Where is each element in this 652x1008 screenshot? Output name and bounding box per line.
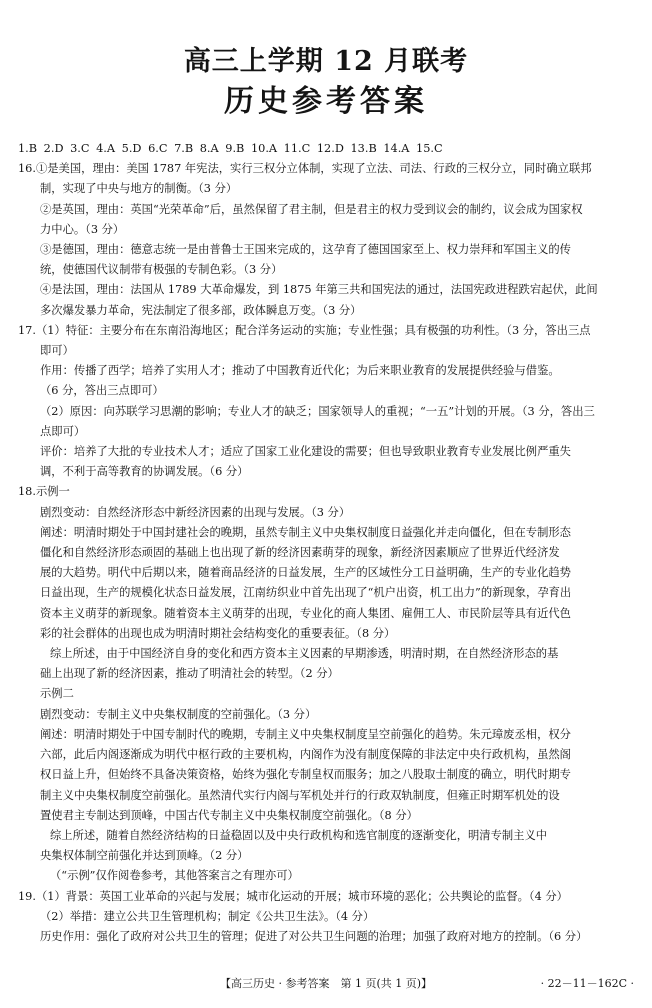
q18-line: 权日益上升，但始终不具备决策资格，始终为强化专制皇权而服务；加之八股取士制度的确立，明代时期专 [40, 768, 571, 782]
q18-line: 置使君主专制达到顶峰，中国古代专制主义中央集权制度空前强化。（8 分） [40, 808, 418, 822]
q17-line: （2）原因：向苏联学习思潮的影响；专业人才的缺乏；国家领导人的重视；“一五”计划的开展。（3 分，答出三 [40, 404, 595, 418]
q18-line: 示例二 [40, 687, 74, 701]
q18-line: 彩的社会群体的出现也成为明清时期社会结构变化的重要表征。（8 分） [40, 626, 396, 640]
q18-line: 僵化和自然经济形态顽固的基础上也出现了新的经济因素萌芽的现象，新经济因素顺应了世界近代经济发 [40, 546, 560, 560]
q17-line: 点即可） [40, 424, 86, 438]
q17-line: 评价：培养了大批的专业技术人才；适应了国家工业化建设的需要；但也导致职业教育专业发展比例严重失 [40, 445, 571, 459]
q18-line: 阐述：明清时期处于中国专制时代的晚期，专制主义中央集权制度呈空前强化的趋势。朱元璋废丞相，权分 [40, 727, 571, 741]
mc-answers: 1.B 2.D 3.C 4.A 5.D 6.C 7.B 8.A 9.B 10.A 11.C 12.D 13.B 14.A 15.C [18, 142, 443, 155]
q16-line: 多次爆发暴力革命，宪法制定了很多部，政体瞬息万变。（3 分） [40, 303, 362, 317]
q16-line: ④是法国，理由：法国从 1789 大革命爆发，到 1875 年第三共和国宪法的通过，法国宪政进程跌宕起伏，此间 [40, 283, 598, 297]
q18-line: 综上所述，由于中国经济自身的变化和西方资本主义因素的早期渗透，明清时期，在自然经济形态的基 [50, 647, 559, 661]
q18-line: 综上所述，随着自然经济结构的日益稳固以及中央行政机构和选官制度的逐渐变化，明清专制主义中 [50, 828, 548, 842]
q16-line: 统，使德国代议制带有极强的专制色彩。（3 分） [40, 263, 283, 277]
q16-line: 制，实现了中央与地方的制衡。（3 分） [40, 182, 238, 196]
q16-line: 力中心。（3 分） [40, 222, 125, 236]
page-subtitle: 历史参考答案 [224, 84, 428, 119]
q18-line: 展的大趋势。明代中后期以来，随着商品经济的日益发展，生产的区域性分工日益明确，生产的专业化趋势 [40, 566, 571, 580]
answer-content [18, 139, 638, 947]
q19-line: （2）举措：建立公共卫生管理机构；制定《公共卫生法》。（4 分） [40, 909, 375, 923]
page-title: 高三上学期 12 月联考 [183, 46, 469, 77]
question-16 [18, 159, 638, 321]
q18-note: （“示例”仅作阅卷参考，其他答案言之有理亦可） [50, 869, 299, 883]
q17-line: 即可） [40, 344, 74, 358]
q18-heading: 18.示例一 [18, 485, 70, 499]
q18-line: 央集权体制空前强化并达到顶峰。（2 分） [40, 849, 249, 863]
question-17 [18, 321, 638, 483]
q17-line: 调，不利于高等教育的协调发展。（6 分） [40, 465, 249, 479]
q17-line: 作用：传播了西学；培养了实用人才；推动了中国教育近代化；为后来职业教育的发展提供经验与借鉴。 [40, 364, 560, 378]
q18-line: 资本主义萌芽的新现象。随着资本主义萌芽的出现，专业化的商人集团、雇佣工人、市民阶层等具有近代色 [40, 606, 571, 620]
q18-line: 础上出现了新的经济因素，推动了明清社会的转型。（2 分） [40, 667, 339, 681]
q16-line: 16.①是美国，理由：美国 1787 年宪法，实行三权分立体制，实现了立法、司法、行政的三权分立，同时确立联邦 [18, 162, 592, 176]
q17-line: 17.（1）特征：主要分布在东南沿海地区；配合洋务运动的实施；专业性强；具有极强的功利性。（3 分，答出三点 [18, 323, 591, 337]
q18-line: 剧烈变动：专制主义中央集权制度的空前强化。（3 分） [40, 707, 317, 721]
q19-line: 19.（1）背景：英国工业革命的兴起与发展；城市化运动的开展；城市环境的恶化；公共舆论的监督。（4 分） [18, 889, 568, 903]
q18-line: 日益出现，生产的规模化状态日益发展，江南纺织业中首先出现了“机户出资，机工出力”的新现象，孕育出 [40, 586, 572, 600]
q18-line: 制主义中央集权制度空前强化。虽然清代实行内阁与军机处并行的行政双轨制度，但雍正时期军机处的设 [40, 788, 560, 802]
question-19 [18, 887, 638, 948]
q16-line: ③是德国，理由：德意志统一是由普鲁士王国来完成的，这孕育了德国国家至上、权力崇拜和军国主义的传 [40, 243, 571, 257]
footer-code: · 22－11－162C · [540, 977, 634, 990]
q17-line: （6 分，答出三点即可） [40, 384, 164, 398]
q18-line: 阐述：明清时期处于中国封建社会的晚期，虽然专制主义中央集权制度日益强化并走向僵化，但在专制形态 [40, 525, 571, 539]
question-18 [18, 482, 638, 886]
q18-line: 剧烈变动：自然经济形态中新经济因素的出现与发展。（3 分） [40, 505, 351, 519]
q16-line: ②是英国，理由：英国“光荣革命”后，虽然保留了君主制，但是君主的权力受到议会的制约，议会成为国家权 [40, 202, 583, 216]
q18-line: 六部，此后内阁逐渐成为明代中枢行政的主要机构，内阁作为没有制度保障的非法定中央行政机构，虽然阁 [40, 748, 571, 762]
footer-page-info: 【高三历史 · 参考答案 第 1 页(共 1 页)】 [219, 977, 433, 990]
q19-line: 历史作用：强化了政府对公共卫生的管理；促进了对公共卫生问题的治理；加强了政府对地方的控制。（6 分） [40, 929, 588, 943]
